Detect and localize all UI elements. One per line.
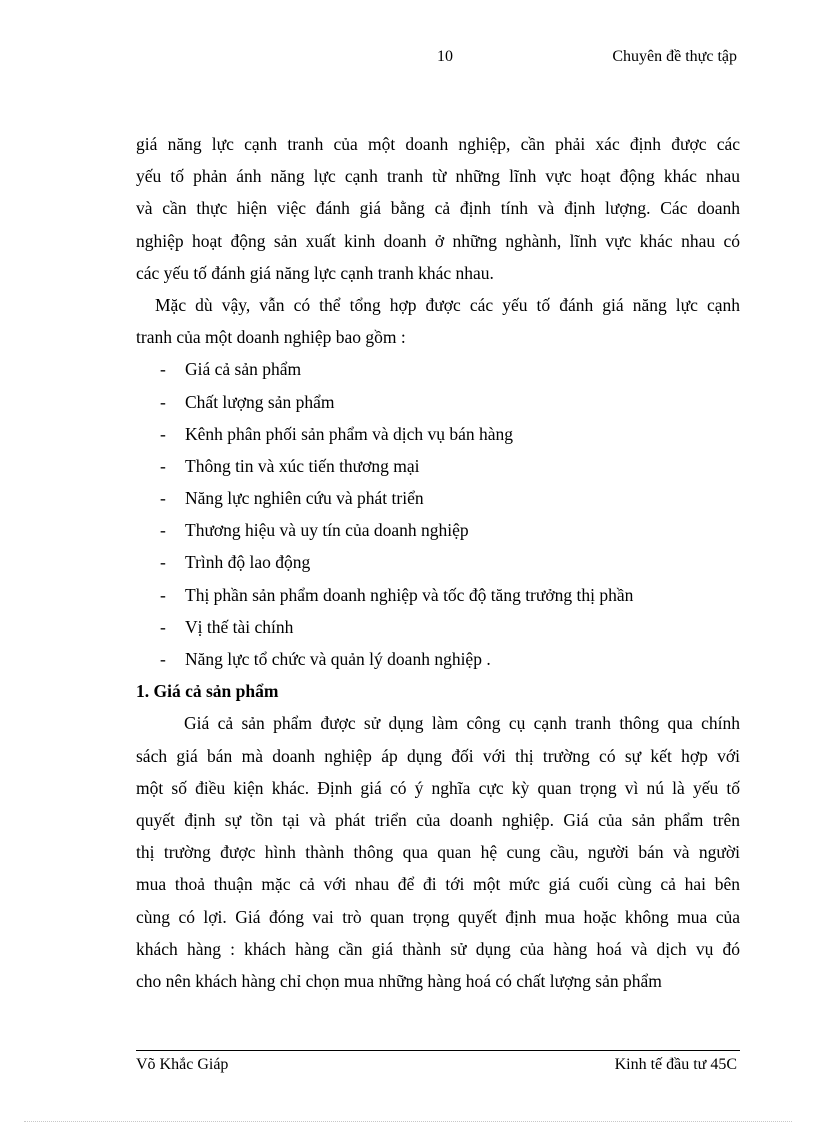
paragraph-1 xyxy=(136,128,740,289)
text-line: các yếu tố đánh giá năng lực cạnh tranh khác nhau. xyxy=(136,262,494,283)
bullet-dash: - xyxy=(160,455,166,476)
list-item xyxy=(136,643,740,675)
list-item xyxy=(136,386,740,418)
text-line: tranh của một doanh nghiệp bao gồm : xyxy=(136,327,406,348)
text-line: mua thoả thuận mặc cả với nhau để đi tới một mức giá cuối cùng cả hai bên xyxy=(136,874,740,895)
text-line: sách giá bán mà doanh nghiệp áp dụng đối với thị trường có sự kết hợp với xyxy=(136,745,740,766)
text-line: nghiệp hoạt động sản xuất kinh doanh ở những nghành, lĩnh vực khác nhau có xyxy=(136,230,740,251)
bullet-dash: - xyxy=(160,649,166,669)
text-line: và cần thực hiện việc đánh giá bằng cả định tính và định lượng. Các doanh xyxy=(136,198,740,219)
text-line: Mặc dù vậy, vẫn có thể tổng hợp được các yếu tố đánh giá năng lực cạnh xyxy=(155,294,740,315)
bullet-dash: - xyxy=(160,359,166,380)
text-line: một số điều kiện khác. Định giá có ý nghĩa cực kỳ quan trọng vì nú là yếu tố xyxy=(136,777,740,798)
list-item-text: Giá cả sản phẩm xyxy=(185,359,302,380)
paragraph-2 xyxy=(136,289,740,353)
bullet-dash: - xyxy=(160,423,166,444)
header-title: Chuyên đề thực tập xyxy=(612,48,737,65)
list-item-text: Vị thế tài chính xyxy=(185,616,294,637)
section-heading: 1. Giá cả sản phẩm xyxy=(136,681,279,702)
bullet-dash: - xyxy=(160,520,166,541)
list-item-text: Kênh phân phối sản phẩm và dịch vụ bán hàng xyxy=(185,423,514,444)
bullet-dash: - xyxy=(160,616,166,637)
list-item-text: Thương hiệu và uy tín của doanh nghiệp xyxy=(185,520,469,541)
text-line: thị trường được hình thành thông qua quan hệ cung cầu, người bán và người xyxy=(136,842,740,863)
list-item xyxy=(136,450,740,482)
list-item-text: Trình độ lao động xyxy=(185,552,311,573)
bullet-list xyxy=(136,353,740,675)
list-item-text: Năng lực tổ chức và quản lý doanh nghiệp . xyxy=(185,649,491,669)
text-line: giá năng lực cạnh tranh của một doanh nghiệp, cần phải xác định được các xyxy=(136,134,740,154)
footer-class-name: Kinh tế đầu tư 45C xyxy=(614,1056,737,1073)
list-item-text: Năng lực nghiên cứu và phát triển xyxy=(185,488,424,509)
list-item xyxy=(136,482,740,514)
bullet-dash: - xyxy=(160,584,166,605)
page-edge-divider xyxy=(24,1121,792,1122)
footer-author: Võ Khắc Giáp xyxy=(136,1056,229,1073)
list-item-text: Thông tin và xúc tiến thương mại xyxy=(185,455,420,476)
list-item xyxy=(136,611,740,643)
text-line: yếu tố phản ánh năng lực cạnh tranh từ những lĩnh vực hoạt động khác nhau xyxy=(136,166,740,187)
footer-divider xyxy=(136,1050,740,1051)
list-item-text: Chất lượng sản phẩm xyxy=(185,391,335,412)
text-line: khách hàng : khách hàng cần giá thành sử dụng của hàng hoá và dịch vụ đó xyxy=(136,938,740,959)
text-line: cho nên khách hàng chỉ chọn mua những hàng hoá có chất lượng sản phẩm xyxy=(136,970,662,991)
page-number: 10 xyxy=(437,48,453,65)
text-line: quyết định sự tồn tại và phát triển của doanh nghiệp. Giá của sản phẩm trên xyxy=(136,809,740,830)
list-item xyxy=(136,418,740,450)
text-line: cùng có lợi. Giá đóng vai trò quan trọng quyết định mua hoặc không mua của xyxy=(136,906,740,927)
list-item-text: Thị phần sản phẩm doanh nghiệp và tốc độ tăng trưởng thị phần xyxy=(185,584,634,605)
bullet-dash: - xyxy=(160,488,166,509)
text-line: Giá cả sản phẩm được sử dụng làm công cụ cạnh tranh thông qua chính xyxy=(184,713,740,734)
paragraph-3 xyxy=(136,707,740,997)
bullet-dash: - xyxy=(160,552,166,573)
list-item xyxy=(136,546,740,578)
list-item xyxy=(136,579,740,611)
list-item xyxy=(136,514,740,546)
list-item xyxy=(136,353,740,385)
bullet-dash: - xyxy=(160,391,166,412)
document-body xyxy=(136,128,740,997)
